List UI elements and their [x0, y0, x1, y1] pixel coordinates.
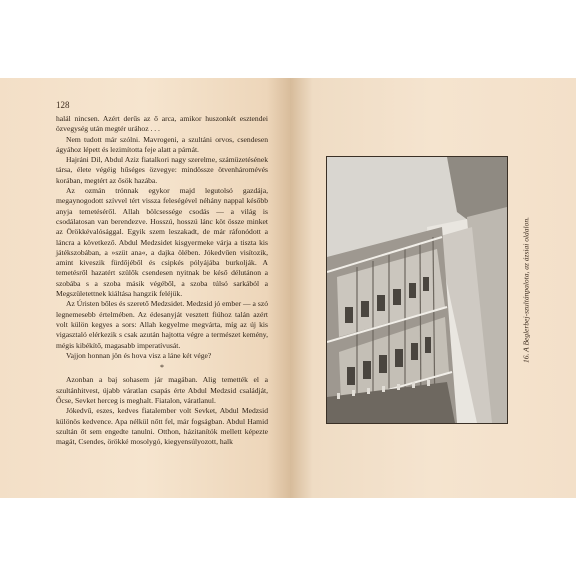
open-book [0, 78, 576, 498]
paragraph: halál nincsen. Azért derűs az ő arca, amikor huszonkét esztendei özvegység után megtér urához . . . [56, 114, 268, 134]
palace-photo [326, 156, 508, 424]
paragraph: Az ozmán trónnak egykor majd legutolsó gazdája, megaynogodott szívvel tért vissza feleségével néhány nappal később anyja temetéséről. Allah bölcsessége csodás — a világ is csodálatosan van berendezve. Hosszú, hosszú lánc köt össze minket az Örökkévalósággal. Egyik szem leszakadt, de már ráfonódott a láncra a következő. Abdul Medzsidet kisgyermeke várja a tiszta kis játékszobában, a »szüt ana«, a dajka ölében. Jókedvűen visítozik, amint kiveszik fürdőjéből és csipkés pólyájába burkolják. A temetésről hazatért szülők csendesen nyitnak be késő délutánon a szobába s a szoba másik végéből, a szoba túlsó sarkából a Megszületettnek kiáltása hangzik feléjük. [56, 186, 268, 299]
paragraph: Azonban a baj sohasem jár magában. Alig temették el a szultánhitvest, újabb váratlan csapás érte Abdul Medzsid családját, Őcse, Sevket herceg is meghalt. Fiatalon, váratlanul. [56, 375, 268, 406]
body-text [56, 114, 268, 448]
section-separator: * [160, 363, 164, 373]
page-number: 128 [56, 100, 70, 110]
paragraph: Vajjon honnan jön és hova visz a láne két vége? [66, 350, 212, 360]
photo-caption: 16. A Beglerbej-szultánpalota, az ázsiai oldalon. [521, 217, 531, 363]
paragraph: Az Úristen bőles és szerető Medzsidet. Medzsid jó ember — a szó legnemesebb értelmében. Az édesanyját vesztett fiúhoz talán azért volt külön kegyes a sors: Allah kegyelme megvárta, míg az új kis vigasztaló elérkezik s csak azután hajtotta végre a természet kemény, mégis kibékítő, magasabb imperatívusát. [56, 299, 268, 350]
paragraph: Jókedvű, eszes, kedves fiatalember volt Sevket, Abdul Medzsid különös kedvence. Apa nélkül nőtt fel, már fogságban. Abdul Hamid szultán őt sem engedte tanulni. Otthon, házitanítók mellett képezte magát, Csendes, örökké mosolygó, kiegyensúlyozott, halk [56, 406, 268, 447]
paragraph: Nem tudott már szólni. Mavrogeni, a szultáni orvos, csendesen ágyához lépett és lezimította feje alatt a párnát. [56, 134, 268, 154]
paragraph: Hajráni Dil, Abdul Aziz fiatalkori nagy szerelme, számüzetésének társa, élete végéig hűséges özvegye: mindössze ötvenháromévés korában, megtért az ősök hazába. [56, 155, 268, 185]
left-page [0, 78, 290, 498]
right-page [290, 78, 576, 498]
